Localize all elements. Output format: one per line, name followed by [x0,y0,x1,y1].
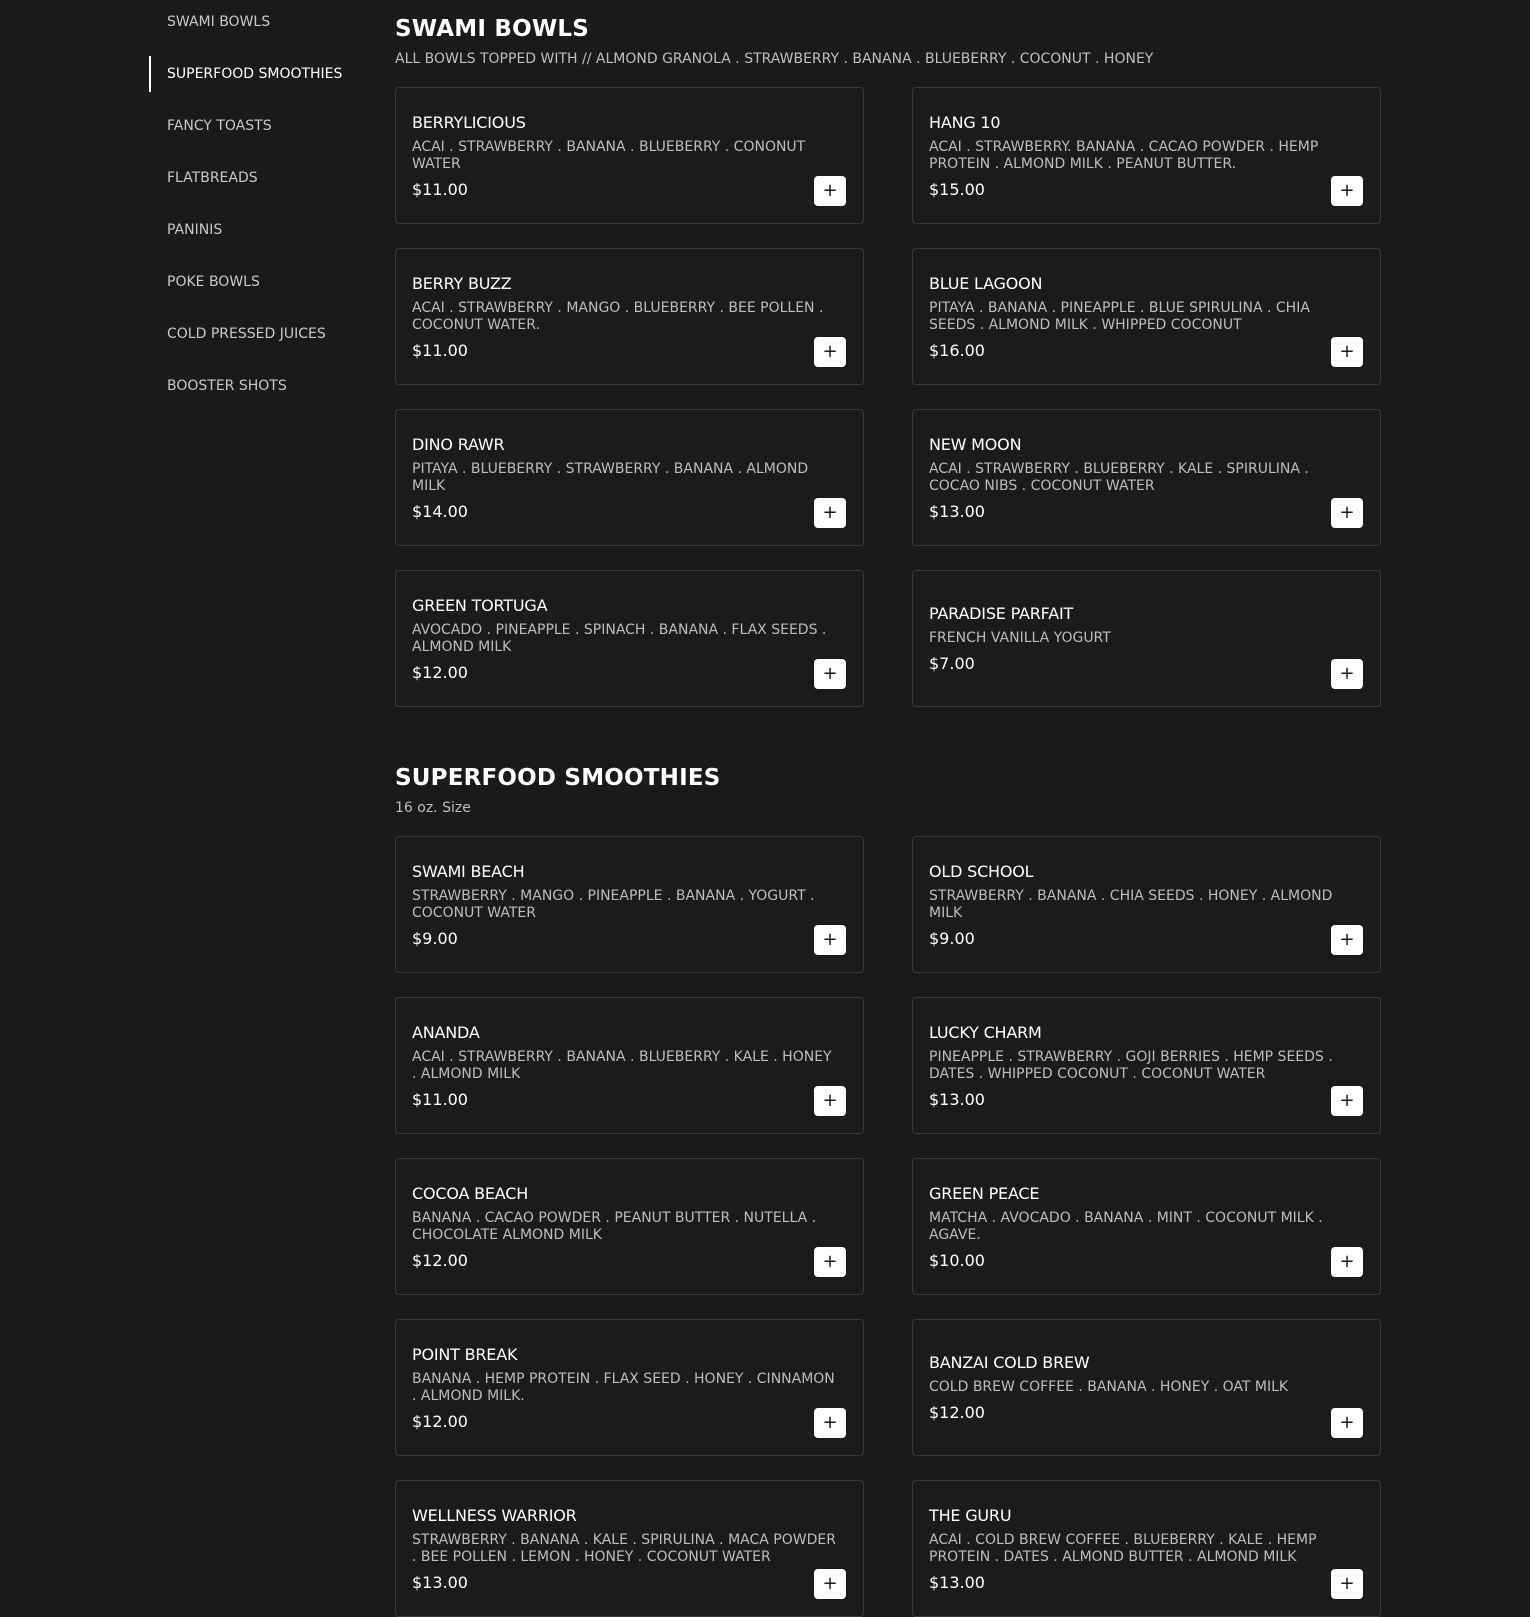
menu-item-card[interactable] [395,997,864,1134]
add-to-cart-button[interactable] [1331,498,1363,528]
item-price: $10.00 [929,1250,985,1270]
item-description: MATCHA . AVOCADO . BANANA . MINT . COCONUT MILK . AGAVE. [929,1209,1323,1243]
nav-item-fancy-toasts[interactable]: FANCY TOASTS [167,118,272,134]
plus-icon: + [1339,1251,1355,1272]
nav-item-cold-pressed-juices[interactable]: COLD PRESSED JUICES [167,326,326,342]
item-name: GREEN TORTUGA [412,595,548,615]
plus-icon: + [1339,180,1355,201]
item-price: $9.00 [412,928,458,948]
item-description: ACAI . STRAWBERRY. BANANA . CACAO POWDER . HEMP PROTEIN . ALMOND MILK . PEANUT BUTTER. [929,138,1319,172]
add-to-cart-button[interactable] [1331,1247,1363,1277]
item-price: $11.00 [412,1089,468,1109]
add-to-cart-button[interactable] [814,337,846,367]
add-to-cart-button[interactable] [814,1408,846,1438]
plus-icon: + [1339,1412,1355,1433]
add-to-cart-button[interactable] [1331,1086,1363,1116]
plus-icon: + [822,1573,838,1594]
plus-icon: + [822,929,838,950]
plus-icon: + [1339,341,1355,362]
section-title: SUPERFOOD SMOOTHIES [395,765,721,791]
item-price: $13.00 [929,501,985,521]
plus-icon: + [822,180,838,201]
item-description: FRENCH VANILLA YOGURT [929,630,1111,646]
item-price: $13.00 [929,1089,985,1109]
item-description: STRAWBERRY . MANGO . PINEAPPLE . BANANA . YOGURT . COCONUT WATER [412,887,815,921]
item-name: OLD SCHOOL [929,861,1034,881]
plus-icon: + [1339,1573,1355,1594]
menu-item-card[interactable] [395,409,864,546]
menu-section-superfood-smoothies [395,765,1381,1617]
add-to-cart-button[interactable] [814,176,846,206]
item-description: BANANA . HEMP PROTEIN . FLAX SEED . HONEY . CINNAMON . ALMOND MILK. [412,1370,835,1404]
item-price: $11.00 [412,340,468,360]
item-name: PARADISE PARFAIT [929,604,1074,623]
menu-item-card[interactable] [912,997,1381,1134]
menu-section-swami-bowls [395,16,1381,707]
nav-item-booster-shots[interactable]: BOOSTER SHOTS [167,378,287,394]
plus-icon: + [1339,502,1355,523]
add-to-cart-button[interactable] [814,925,846,955]
item-name: ANANDA [412,1022,480,1042]
section-title: SWAMI BOWLS [395,16,590,42]
menu-item-card[interactable] [395,836,864,973]
item-price: $14.00 [412,501,468,521]
item-description: STRAWBERRY . BANANA . CHIA SEEDS . HONEY . ALMOND MILK [929,887,1333,921]
item-description: ACAI . COLD BREW COFFEE . BLUEBERRY . KALE . HEMP PROTEIN . DATES . ALMOND BUTTER . ALMOND MILK [929,1531,1317,1565]
nav-item-flatbreads[interactable]: FLATBREADS [167,170,258,186]
menu-item-card[interactable] [395,248,864,385]
menu-item-card[interactable] [912,248,1381,385]
add-to-cart-button[interactable] [1331,337,1363,367]
menu-item-card[interactable] [912,1158,1381,1295]
item-grid [395,87,1381,707]
item-name: HANG 10 [929,112,1001,132]
item-description: STRAWBERRY . BANANA . KALE . SPIRULINA . MACA POWDER . BEE POLLEN . LEMON . HONEY . COCONUT WATER [412,1531,836,1565]
item-price: $7.00 [929,654,975,673]
plus-icon: + [822,341,838,362]
item-name: WELLNESS WARRIOR [412,1505,577,1525]
item-description: PINEAPPLE . STRAWBERRY . GOJI BERRIES . HEMP SEEDS . DATES . WHIPPED COCONUT . COCONUT WATER [929,1048,1333,1082]
menu-item-card[interactable] [912,1319,1381,1456]
add-to-cart-button[interactable] [1331,176,1363,206]
item-name: POINT BREAK [412,1344,518,1364]
item-name: BANZAI COLD BREW [929,1353,1090,1372]
add-to-cart-button[interactable] [1331,925,1363,955]
item-price: $12.00 [412,1250,468,1270]
nav-item-swami-bowls[interactable]: SWAMI BOWLS [167,14,271,30]
section-subtitle: ALL BOWLS TOPPED WITH // ALMOND GRANOLA . STRAWBERRY . BANANA . BLUEBERRY . COCONUT . HONEY [395,51,1154,67]
item-name: SWAMI BEACH [412,861,525,881]
plus-icon: + [822,502,838,523]
menu-item-card[interactable] [912,409,1381,546]
add-to-cart-button[interactable] [814,1247,846,1277]
add-to-cart-button[interactable] [814,1086,846,1116]
add-to-cart-button[interactable] [1331,1569,1363,1599]
item-price: $11.00 [412,179,468,199]
item-price: $13.00 [929,1572,985,1592]
plus-icon: + [1339,663,1355,684]
add-to-cart-button[interactable] [1331,1408,1363,1438]
item-description: ACAI . STRAWBERRY . BLUEBERRY . KALE . SPIRULINA . COCAO NIBS . COCONUT WATER [929,460,1309,494]
menu-item-card[interactable] [912,836,1381,973]
item-name: GREEN PEACE [929,1183,1040,1203]
plus-icon: + [822,1090,838,1111]
item-price: $16.00 [929,340,985,360]
item-price: $13.00 [412,1572,468,1592]
item-name: BLUE LAGOON [929,273,1043,293]
item-name: BERRYLICIOUS [412,112,526,132]
menu-item-card[interactable] [395,570,864,707]
plus-icon: + [822,1251,838,1272]
plus-icon: + [822,1412,838,1433]
item-description: AVOCADO . PINEAPPLE . SPINACH . BANANA . FLAX SEEDS . ALMOND MILK [412,621,827,655]
item-description: ACAI . STRAWBERRY . BANANA . BLUEBERRY . CONONUT WATER [412,138,806,172]
item-description: ACAI . STRAWBERRY . MANGO . BLUEBERRY . BEE POLLEN . COCONUT WATER. [412,299,824,333]
item-description: ACAI . STRAWBERRY . BANANA . BLUEBERRY . KALE . HONEY . ALMOND MILK [412,1048,832,1082]
plus-icon: + [1339,1090,1355,1111]
item-price: $9.00 [929,928,975,948]
section-subtitle: 16 oz. Size [395,800,471,816]
add-to-cart-button[interactable] [1331,659,1363,689]
item-price: $12.00 [412,1411,468,1431]
item-description: PITAYA . BANANA . PINEAPPLE . BLUE SPIRULINA . CHIA SEEDS . ALMOND MILK . WHIPPED COCONUT [929,299,1310,333]
menu-item-card[interactable] [395,1319,864,1456]
item-description: BANANA . CACAO POWDER . PEANUT BUTTER . NUTELLA . CHOCOLATE ALMOND MILK [412,1209,817,1243]
menu-item-card[interactable] [395,1158,864,1295]
add-to-cart-button[interactable] [814,1569,846,1599]
plus-icon: + [822,663,838,684]
plus-icon: + [1339,929,1355,950]
menu-item-card[interactable] [395,1480,864,1617]
menu-item-card[interactable] [912,570,1381,707]
category-nav [149,0,359,420]
item-description: PITAYA . BLUEBERRY . STRAWBERRY . BANANA . ALMOND MILK [412,460,809,494]
item-name: NEW MOON [929,434,1022,454]
item-price: $15.00 [929,179,985,199]
add-to-cart-button[interactable] [814,498,846,528]
item-price: $12.00 [412,662,468,682]
nav-item-superfood-smoothies[interactable]: SUPERFOOD SMOOTHIES [149,56,359,92]
item-description: COLD BREW COFFEE . BANANA . HONEY . OAT MILK [929,1379,1289,1395]
item-name: COCOA BEACH [412,1183,529,1203]
item-grid [395,836,1381,1617]
item-price: $12.00 [929,1403,985,1422]
item-name: BERRY BUZZ [412,273,512,293]
item-name: DINO RAWR [412,434,505,454]
menu-item-card[interactable] [912,87,1381,224]
nav-item-paninis[interactable]: PANINIS [167,222,223,238]
nav-item-poke-bowls[interactable]: POKE BOWLS [167,274,260,290]
add-to-cart-button[interactable] [814,659,846,689]
item-name: THE GURU [929,1505,1012,1525]
item-name: LUCKY CHARM [929,1022,1042,1042]
menu-item-card[interactable] [912,1480,1381,1617]
menu-item-card[interactable] [395,87,864,224]
